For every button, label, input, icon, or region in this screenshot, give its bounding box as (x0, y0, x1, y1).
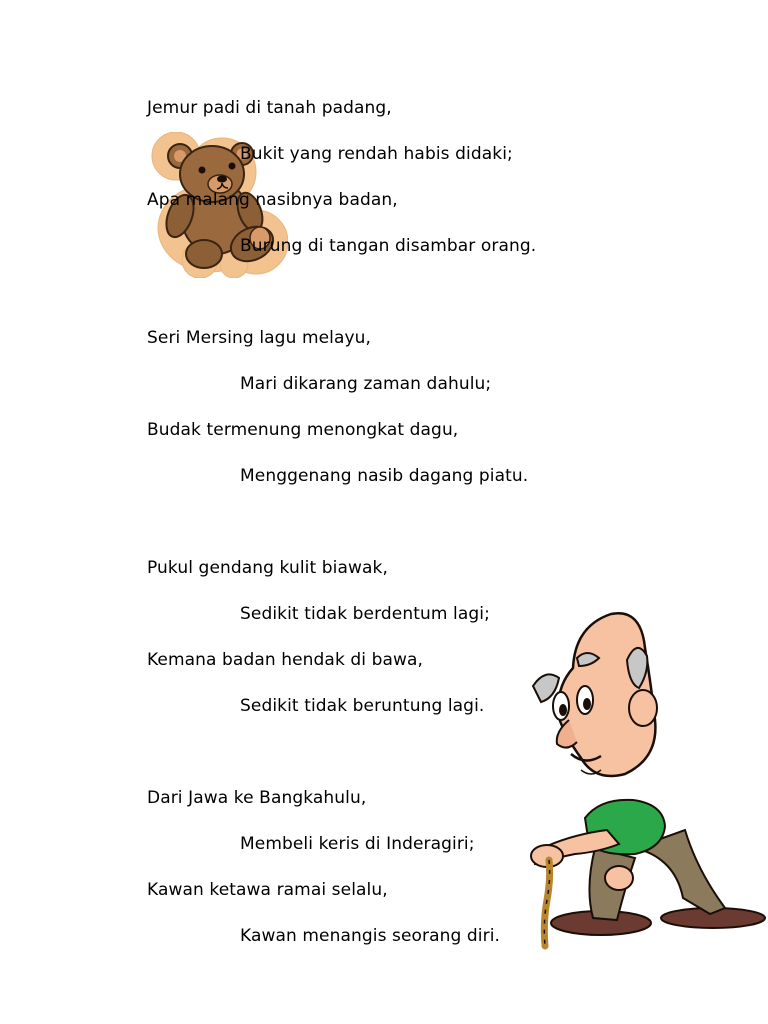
poem-line: Mari dikarang zaman dahulu; (240, 374, 492, 394)
poem-line: Seri Mersing lagu melayu, (147, 328, 372, 348)
poem-line: Sedikit tidak berdentum lagi; (240, 604, 490, 624)
poem-line: Pukul gendang kulit biawak, (147, 558, 388, 578)
poem-line: Kawan ketawa ramai selalu, (147, 880, 388, 900)
poem-line: Kawan menangis seorang diri. (240, 926, 501, 946)
poem-line: Kemana badan hendak di bawa, (147, 650, 424, 670)
old-man-with-cane-illustration (515, 608, 768, 953)
poem-line: Menggenang nasib dagang piatu. (240, 466, 529, 486)
poem-line: Burung di tangan disambar orang. (240, 236, 537, 256)
poem-line: Apa malang nasibnya badan, (147, 190, 398, 210)
poem-line: Dari Jawa ke Bangkahulu, (147, 788, 367, 808)
poem-line: Budak termenung menongkat dagu, (147, 420, 459, 440)
poem-line: Membeli keris di Inderagiri; (240, 834, 475, 854)
poem-line: Sedikit tidak beruntung lagi. (240, 696, 485, 716)
poem-line: Jemur padi di tanah padang, (147, 98, 392, 118)
poem-line: Bukit yang rendah habis didaki; (240, 144, 513, 164)
